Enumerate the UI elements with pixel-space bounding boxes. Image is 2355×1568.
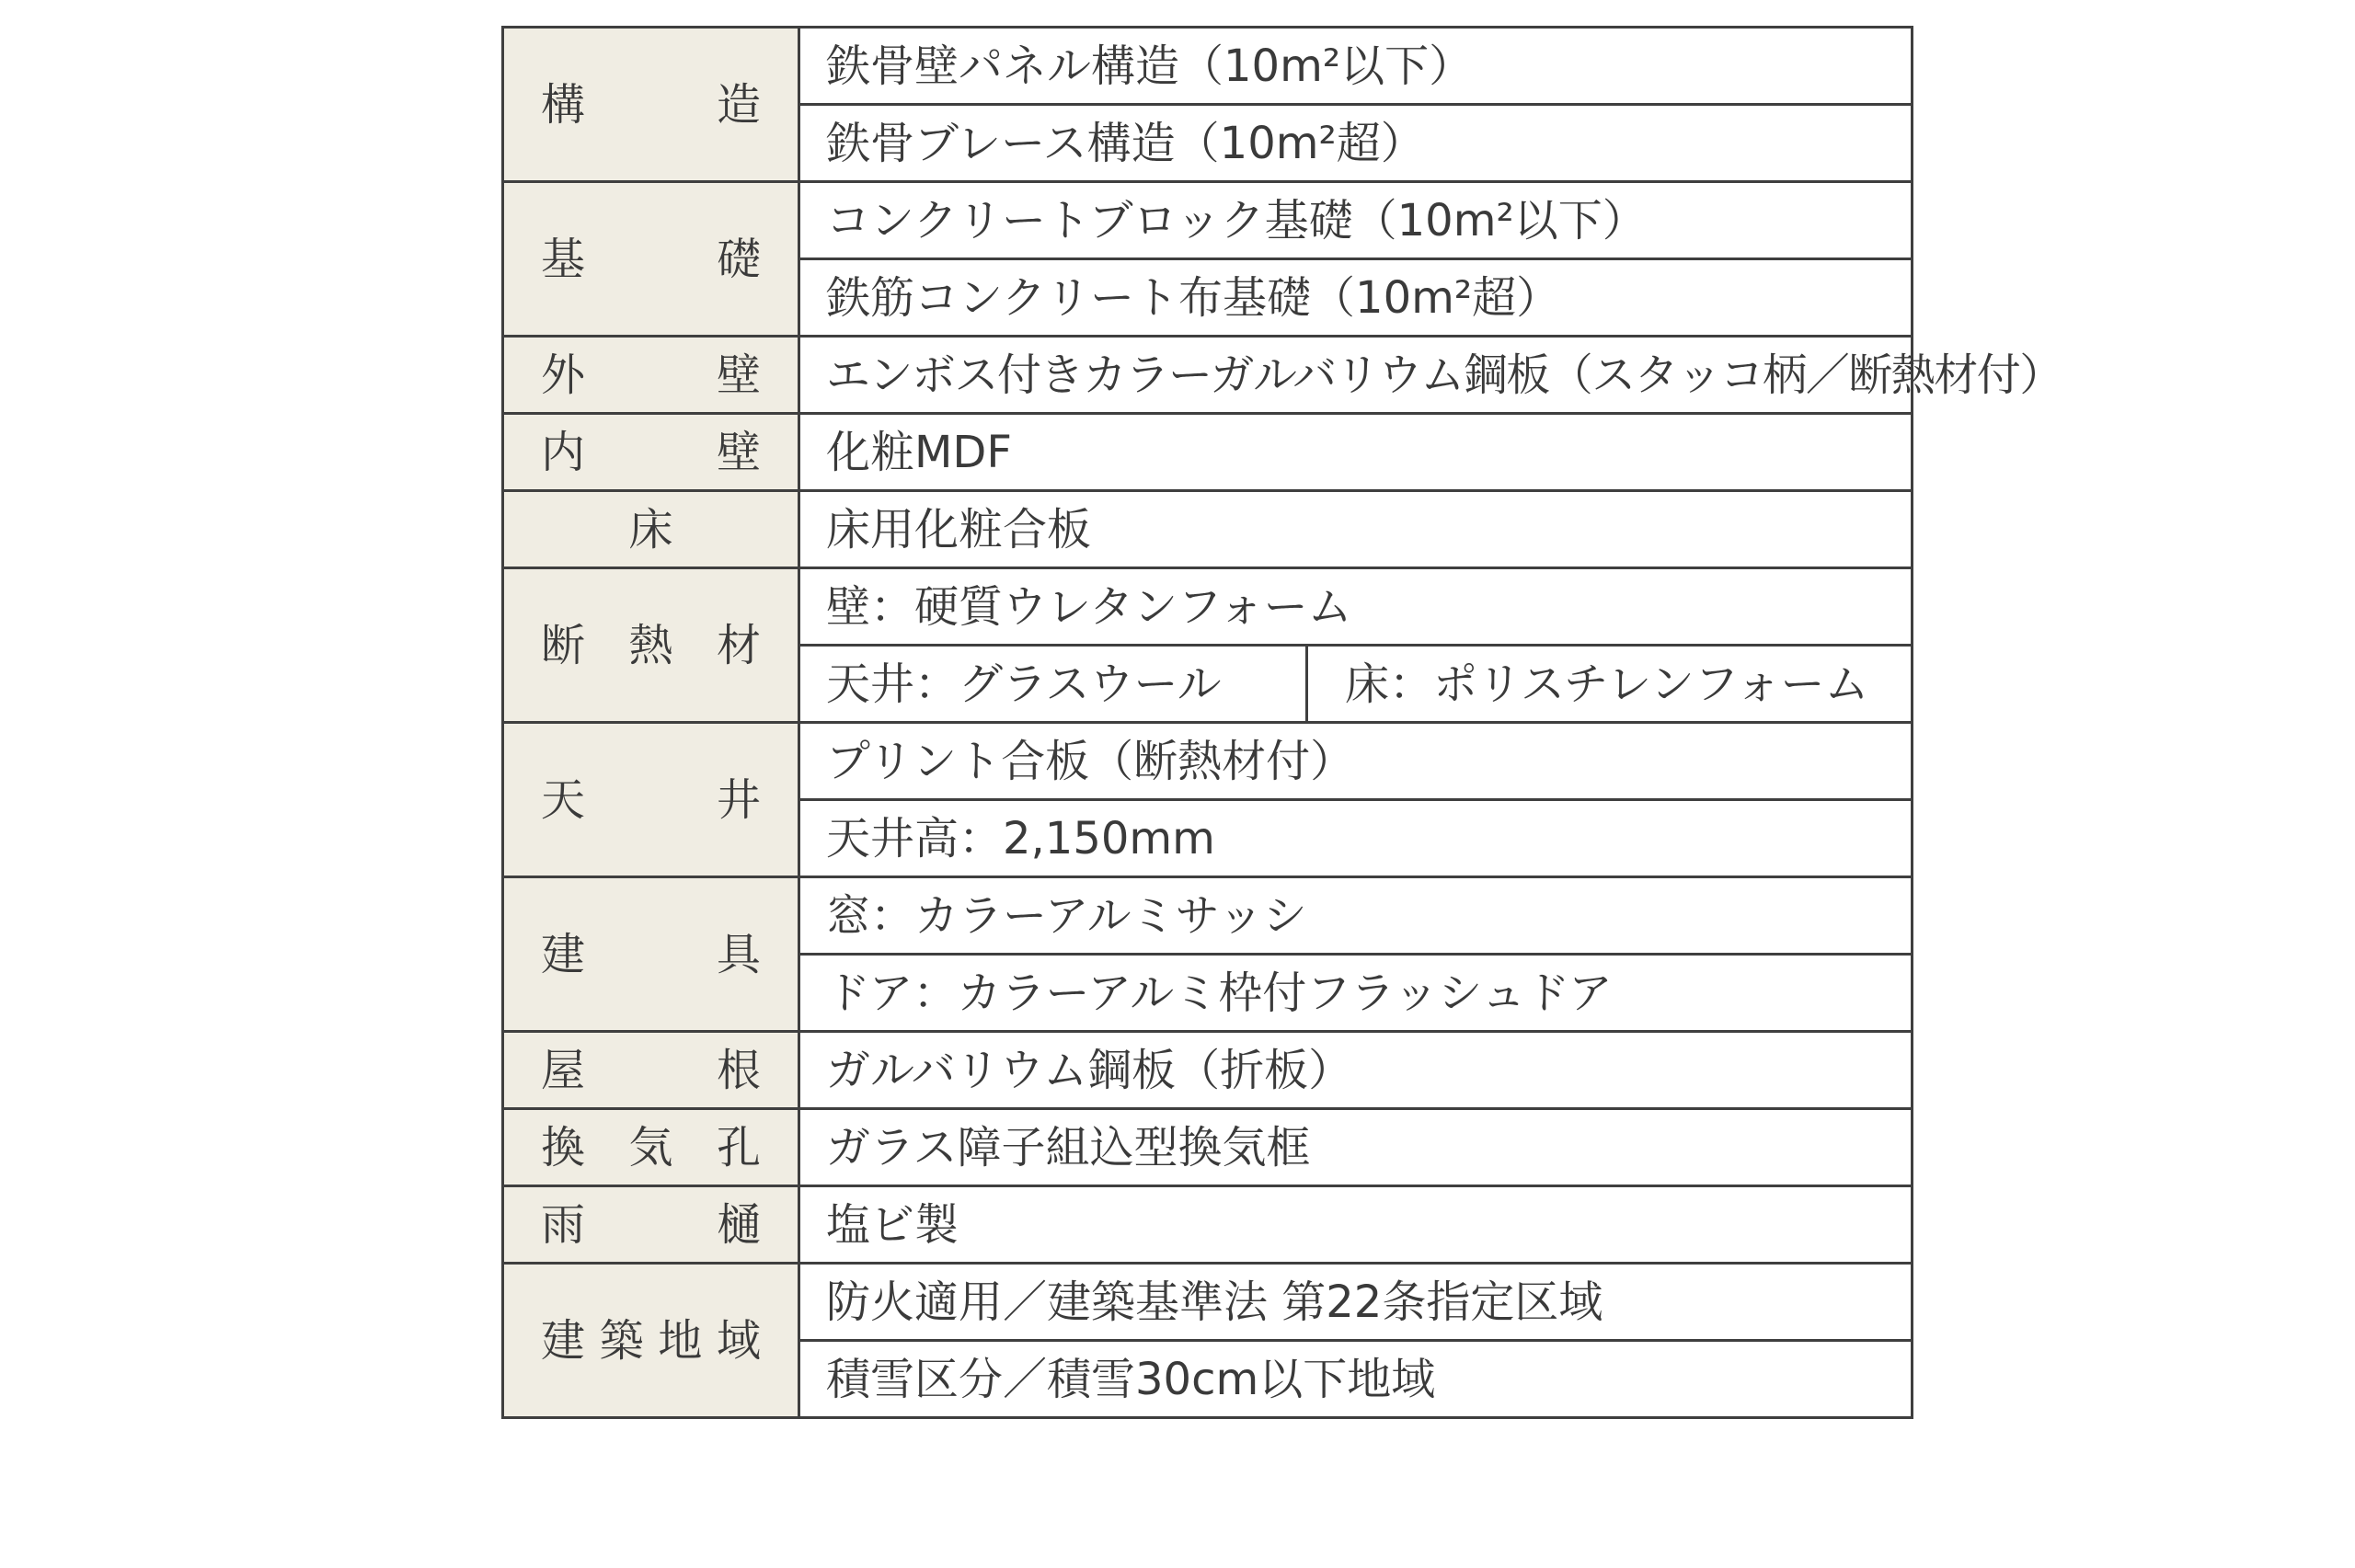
row-label-vent: [503, 1109, 799, 1186]
table-row: [503, 28, 1913, 105]
table-row: [503, 414, 1913, 491]
row-value: 鉄筋コンクリート布基礎（10m²超）: [799, 259, 1913, 337]
row-value: 床用化粧合板: [799, 491, 1913, 568]
row-value: 天井高：2,150mm: [799, 800, 1913, 877]
table-row: [503, 1032, 1913, 1109]
table-row: [503, 723, 1913, 800]
row-value: 化粧MDF: [799, 414, 1913, 491]
row-value: 壁：硬質ウレタンフォーム: [799, 568, 1913, 646]
row-label-foundation: [503, 182, 799, 337]
row-value: ガラス障子組込型換気框: [799, 1109, 1913, 1186]
label-char: 屋: [541, 1044, 586, 1096]
row-value: プリント合板（断熱材付）: [799, 723, 1913, 800]
row-value: コンクリートブロック基礎（10m²以下）: [799, 182, 1913, 259]
row-label-building-area: [503, 1264, 799, 1418]
table-row: [503, 1109, 1913, 1186]
table-row: [503, 568, 1913, 646]
label-char: 礎: [716, 233, 761, 285]
label-char: 築: [599, 1314, 644, 1367]
row-value: 窓：カラーアルミサッシ: [799, 877, 1913, 955]
label-char: 井: [716, 773, 761, 826]
row-label-insulation: [503, 568, 799, 723]
row-label-interior-wall: [503, 414, 799, 491]
label-char: 構: [541, 78, 586, 131]
row-value-ceiling-insulation: 天井：グラスウール: [799, 646, 1307, 723]
label-char: 基: [541, 233, 586, 285]
row-label-gutter: [503, 1186, 799, 1264]
label-char: 具: [716, 928, 761, 980]
label-char: 地: [658, 1314, 703, 1367]
row-label-exterior-wall: [503, 337, 799, 414]
label-char: 外: [541, 349, 586, 401]
label-char: 壁: [716, 426, 761, 478]
label-char: 材: [716, 619, 761, 671]
label-char: 孔: [716, 1121, 761, 1173]
row-label-ceiling: [503, 723, 799, 877]
row-value: ドア：カラーアルミ枠付フラッシュドア: [799, 955, 1913, 1032]
label-char: 換: [541, 1121, 586, 1173]
row-value: 鉄骨壁パネル構造（10m²以下）: [799, 28, 1913, 105]
row-label-structure: [503, 28, 799, 182]
row-label-fittings: [503, 877, 799, 1032]
table-row: [503, 1264, 1913, 1341]
label-char: 根: [716, 1044, 761, 1096]
label-char: 建: [541, 1314, 586, 1367]
row-label-floor: [503, 491, 799, 568]
label-char: 雨: [541, 1198, 586, 1251]
row-label-roof: [503, 1032, 799, 1109]
row-value: ガルバリウム鋼板（折板）: [799, 1032, 1913, 1109]
label-char: 断: [541, 619, 586, 671]
label-char: 床: [628, 503, 673, 555]
row-value: エンボス付きカラーガルバリウム鋼板（スタッコ柄／断熱材付）: [799, 337, 1913, 414]
row-value: 防火適用／建築基準法 第22条指定区域: [799, 1264, 1913, 1341]
table-row: [503, 337, 1913, 414]
table-row: [503, 491, 1913, 568]
table-row: [503, 877, 1913, 955]
label-char: 壁: [716, 349, 761, 401]
label-char: 天: [541, 773, 586, 826]
label-char: 内: [541, 426, 586, 478]
table-row: [503, 182, 1913, 259]
label-char: 造: [716, 78, 761, 131]
label-char: 気: [628, 1121, 673, 1173]
row-value: 鉄骨ブレース構造（10m²超）: [799, 105, 1913, 182]
label-char: 建: [541, 928, 586, 980]
row-value: 塩ビ製: [799, 1186, 1913, 1264]
row-value-floor-insulation: 床：ポリスチレンフォーム: [1307, 646, 1913, 723]
label-char: 樋: [716, 1198, 761, 1251]
table-row: [503, 1186, 1913, 1264]
spec-table: [501, 26, 2062, 1419]
label-char: 熱: [628, 619, 673, 671]
row-value: 積雪区分／積雪30cm以下地域: [799, 1341, 1913, 1418]
label-char: 域: [716, 1314, 761, 1367]
